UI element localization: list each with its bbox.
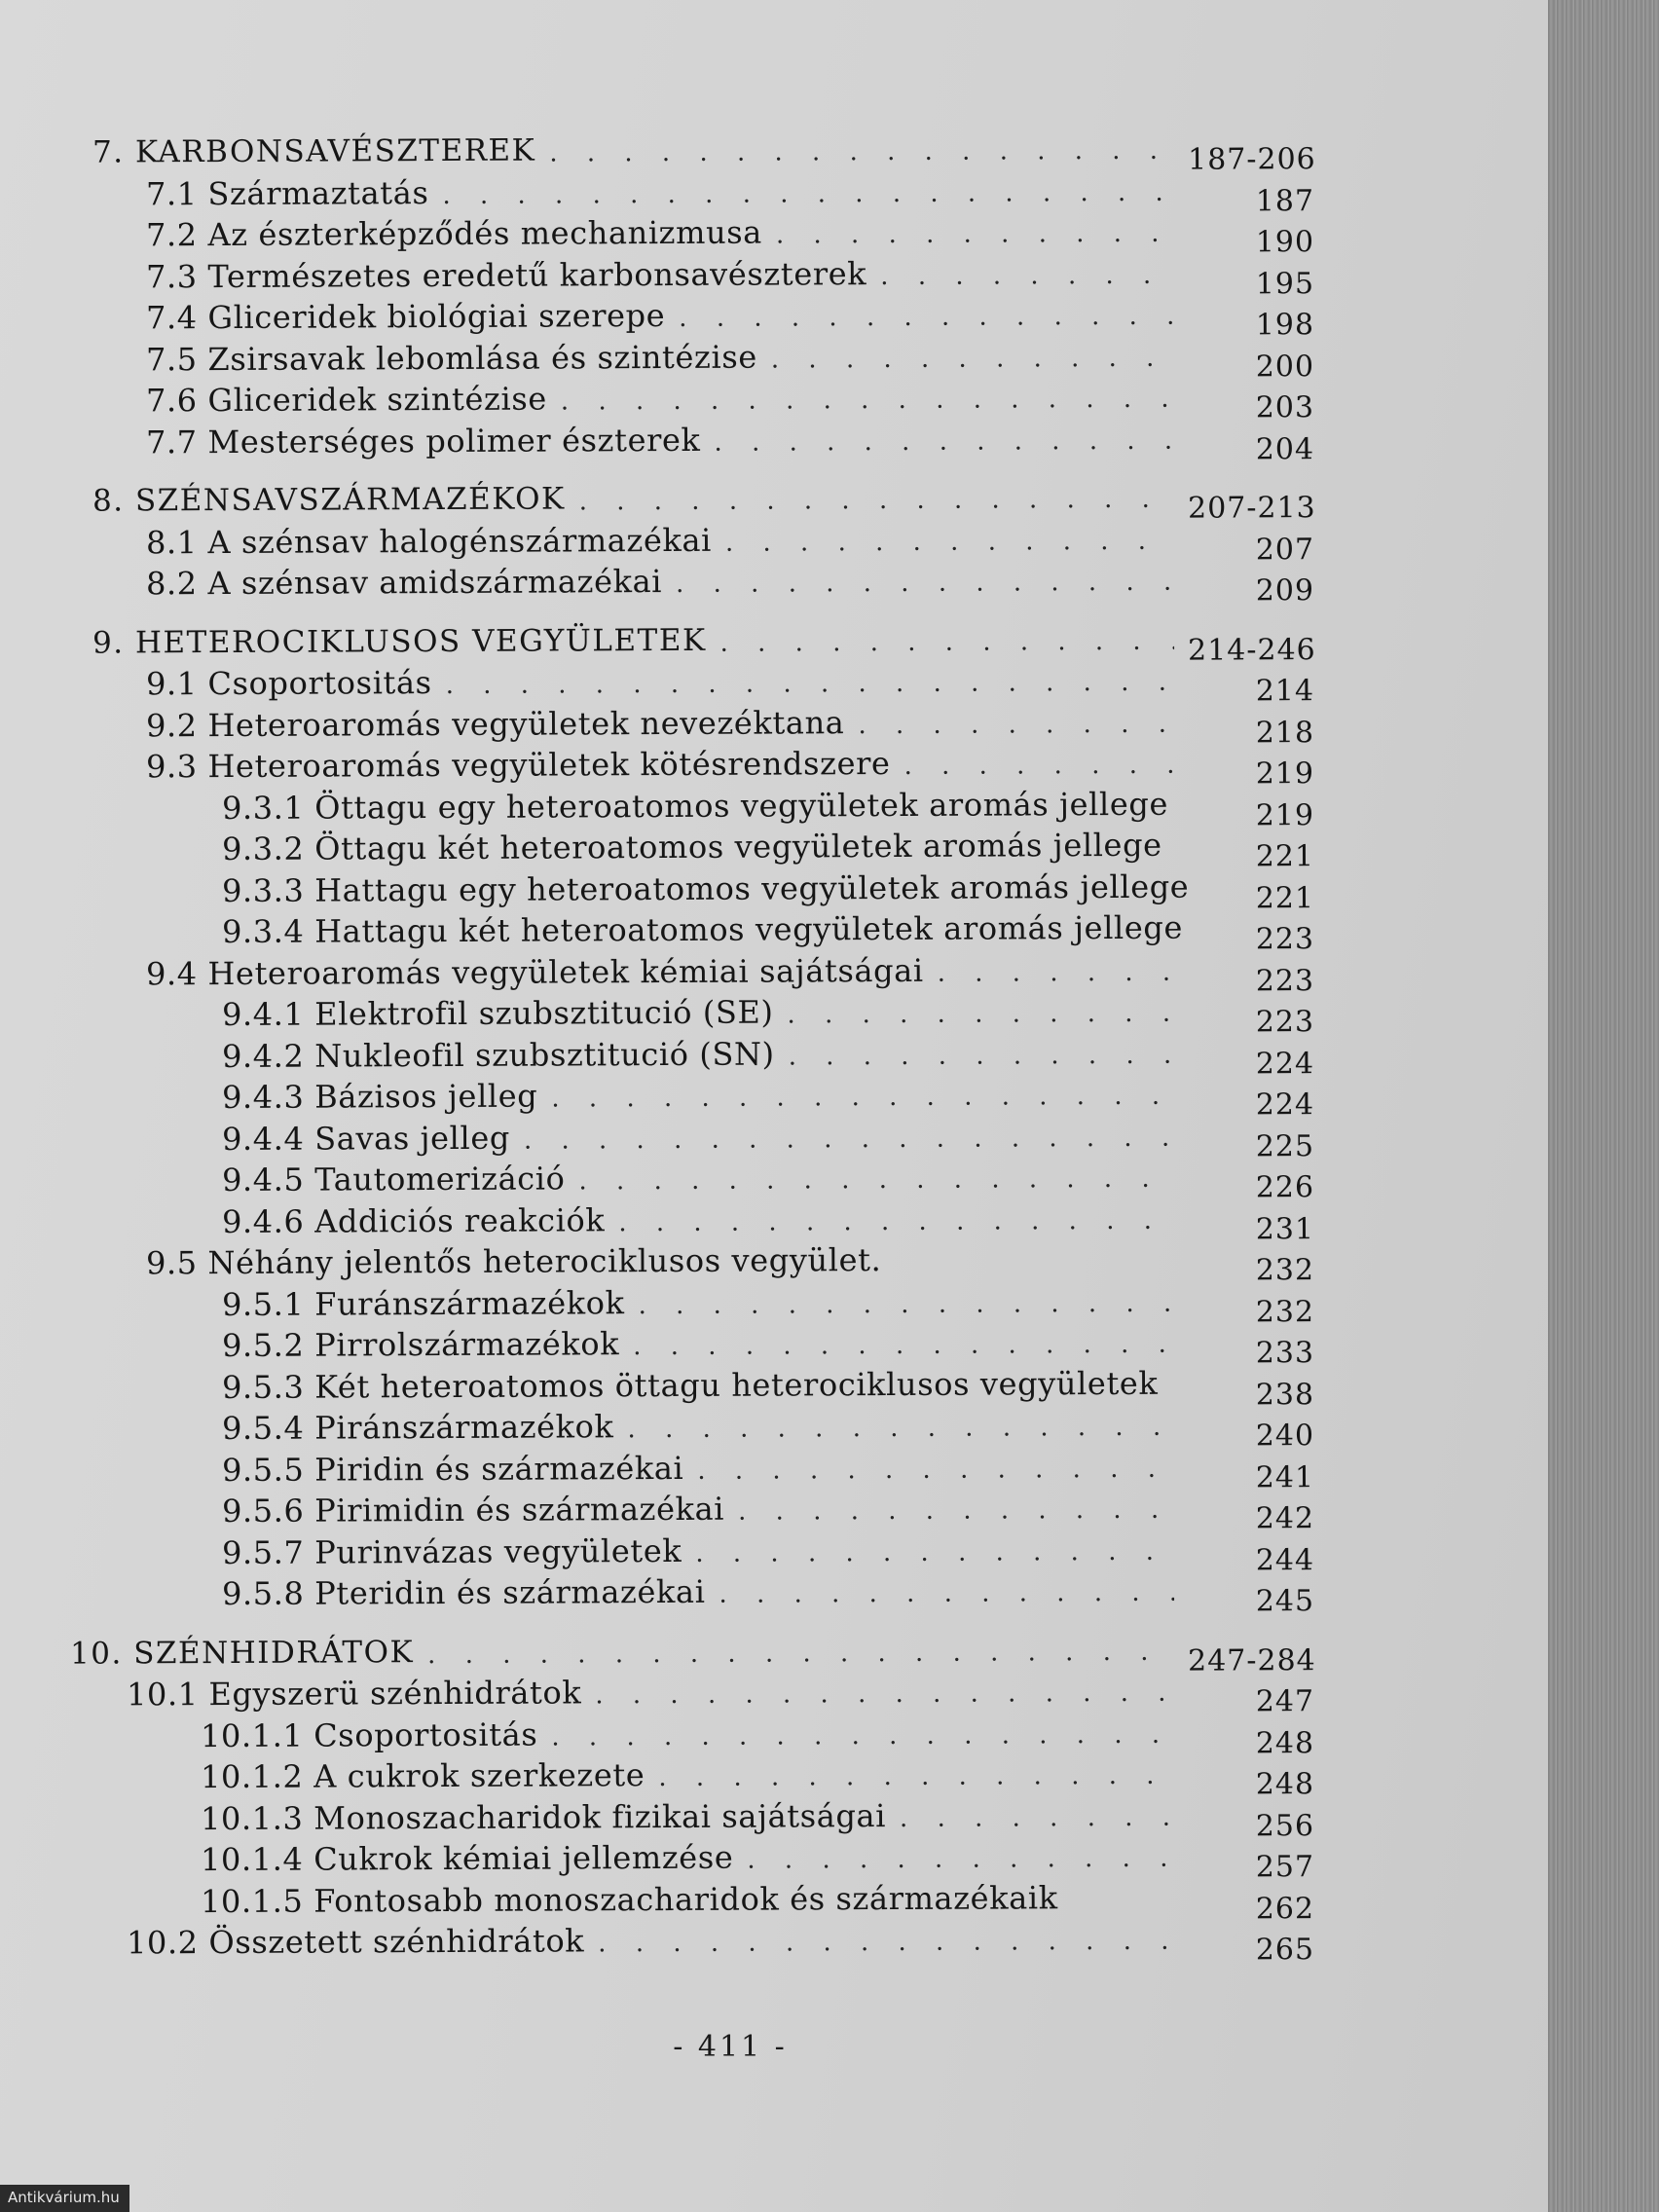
page-number: - 411 -: [673, 2030, 788, 2064]
toc-page-number: 221: [1255, 880, 1315, 915]
toc-page-number: 224: [1255, 1046, 1315, 1081]
dot-leader: [442, 179, 1174, 207]
dot-leader: [446, 669, 1174, 697]
toc-entry-row: [0, 982, 1548, 1039]
toc-entry-row: [0, 368, 1548, 424]
toc-entry-title: 9.5.3 Két heteroatomos öttagu heterociklusos vegyületek: [221, 1363, 1159, 1406]
toc-entry-row: [0, 817, 1548, 873]
toc-entry-row: [0, 1272, 1548, 1329]
toc-page-number: 187: [1255, 183, 1315, 218]
table-of-contents: [0, 127, 1548, 1967]
page-stack-edge: [1548, 0, 1659, 2212]
toc-page-number: 198: [1255, 307, 1315, 342]
toc-page-number: 200: [1255, 349, 1315, 384]
toc-entry-row: [0, 1827, 1548, 1884]
toc-entry-row: [0, 693, 1548, 750]
dot-leader: [776, 220, 1174, 247]
watermark: Antikvárium.hu: [0, 2185, 129, 2212]
toc-entry-title: 9.1 Csoportositás: [145, 663, 432, 702]
toc-entry-row: [0, 1190, 1548, 1246]
toc-page-number: 241: [1255, 1459, 1315, 1494]
dot-leader: [697, 1456, 1174, 1483]
toc-page-number: 187-206: [1187, 141, 1316, 177]
dot-leader: [618, 1207, 1174, 1235]
toc-entry-row: [0, 327, 1548, 384]
toc-entry-row: [0, 1869, 1548, 1926]
dot-leader: [578, 1165, 1174, 1194]
toc-entry-title: 7.2 Az észterképződés mechanizmusa: [145, 213, 763, 253]
toc-entry-row: [0, 203, 1548, 259]
toc-entry-row: [0, 1787, 1548, 1843]
toc-entry-title: 9. HETEROCIKLUSOS VEGYÜLETEK: [92, 621, 707, 660]
toc-entry-row: [0, 244, 1548, 301]
toc-entry-title: 7.7 Mesterséges polimer észterek: [145, 420, 701, 461]
dot-leader: [638, 1290, 1174, 1317]
toc-page-number: 247-284: [1187, 1642, 1316, 1677]
toc-entry-title: 7. KARBONSAVÉSZTEREK: [92, 132, 536, 170]
toc-page-number: 233: [1255, 1335, 1315, 1370]
toc-page-number: 247: [1255, 1683, 1315, 1718]
toc-page-number: 214: [1255, 673, 1315, 708]
dot-leader: [787, 1000, 1174, 1027]
toc-entry-title: 9.4.1 Elektrofil szubsztitució (SE): [221, 993, 774, 1033]
toc-entry-row: [0, 776, 1548, 832]
toc-entry-title: 10.1.3 Monoszacharidok fizikai sajátságai: [200, 1796, 887, 1837]
toc-entry-title: 10.2 Összetett szénhidrátok: [126, 1921, 585, 1961]
dot-leader: [598, 1928, 1174, 1956]
toc-entry-row: [0, 1562, 1548, 1618]
toc-entry-row: [0, 859, 1548, 915]
toc-entry-row: [0, 1148, 1548, 1204]
dot-leader: [695, 1538, 1174, 1566]
toc-page-number: 204: [1255, 431, 1315, 466]
toc-entry-title: 10. SZÉNHIDRÁTOK: [69, 1634, 415, 1671]
toc-entry-row: [0, 1438, 1548, 1494]
toc-entry-title: 10.1 Egyszerü szénhidrátok: [126, 1673, 582, 1713]
toc-page-number: 223: [1255, 1004, 1315, 1039]
toc-entry-title: 7.3 Természetes eredetű karbonsavészterek: [145, 254, 867, 295]
toc-entry-row: [0, 1521, 1548, 1577]
toc-entry-title: 9.4.2 Nukleofil szubsztitució (SN): [221, 1034, 775, 1075]
toc-page-number: 248: [1255, 1725, 1315, 1760]
toc-page-number: 219: [1255, 756, 1315, 791]
toc-entry-title: 9.5.7 Purinvázas vegyületek: [221, 1530, 682, 1571]
dot-leader: [903, 752, 1174, 778]
toc-page-number: 257: [1255, 1849, 1315, 1884]
toc-entry-title: 9.5.4 Piránszármazékok: [221, 1407, 614, 1447]
dot-leader: [579, 486, 1174, 514]
toc-entry-row: [0, 410, 1548, 466]
dot-leader: [549, 137, 1174, 166]
toc-entry-title: 9.5.6 Pirimidin és származékai: [221, 1490, 725, 1530]
toc-entry-title: 9.4.3 Bázisos jelleg: [221, 1077, 538, 1116]
toc-page-number: 256: [1255, 1808, 1315, 1843]
toc-entry-row: [0, 1910, 1548, 1967]
toc-entry-title: 9.4 Heteroaromás vegyületek kémiai sajátságai: [145, 950, 924, 992]
toc-page-number: 214-246: [1187, 632, 1316, 667]
toc-page-number: 195: [1255, 266, 1315, 301]
dot-leader: [880, 262, 1174, 288]
toc-entry-title: 9.4.5 Tautomerizáció: [221, 1159, 566, 1198]
dot-leader: [561, 386, 1174, 414]
toc-entry-title: 10.1.1 Csoportositás: [200, 1714, 538, 1754]
dot-leader: [789, 1042, 1174, 1069]
toc-page-number: 203: [1255, 389, 1315, 424]
toc-entry-row: [0, 1662, 1548, 1718]
toc-entry-title: 9.3.3 Hattagu egy heteroatomos vegyületek aromás jellege: [221, 866, 1190, 909]
toc-entry-title: 9.3.1 Öttagu egy heteroatomos vegyületek aromás jellege: [221, 784, 1169, 827]
toc-page-number: 219: [1255, 797, 1315, 832]
toc-entry-row: [0, 1231, 1548, 1287]
dot-leader: [858, 711, 1174, 737]
toc-entry-row: [0, 900, 1548, 956]
toc-entry-row: [0, 1024, 1548, 1081]
toc-page-number: 209: [1255, 572, 1315, 608]
toc-entry-title: 7.5 Zsirsavak lebomlása és szintézise: [145, 337, 757, 378]
toc-page-number: 248: [1255, 1766, 1315, 1801]
toc-entry-row: [0, 1313, 1548, 1370]
toc-entry-title: 9.2 Heteroaromás vegyületek nevezéktana: [145, 703, 845, 744]
dot-leader: [938, 959, 1174, 985]
toc-entry-title: 7.6 Gliceridek szintézise: [145, 380, 547, 419]
toc-entry-title: 10.1.4 Cukrok kémiai jellemzése: [200, 1838, 734, 1878]
toc-entry-title: 9.5.2 Pirrolszármazékok: [221, 1324, 620, 1364]
toc-page-number: 221: [1255, 838, 1315, 873]
toc-chapter-row: [0, 610, 1548, 667]
toc-page-number: 226: [1255, 1169, 1315, 1204]
toc-entry-row: [0, 734, 1548, 791]
toc-page-number: 223: [1255, 963, 1315, 998]
toc-entry-row: [0, 1479, 1548, 1535]
toc-entry-row: [0, 285, 1548, 342]
toc-entry-title: 7.1 Származtatás: [145, 173, 429, 212]
dot-leader: [551, 1083, 1174, 1111]
dot-leader: [524, 1124, 1174, 1153]
toc-entry-title: 9.5.1 Furánszármazékok: [221, 1283, 625, 1323]
toc-page-number: 207-213: [1187, 490, 1316, 526]
dot-leader: [900, 1804, 1174, 1830]
toc-page-number: 242: [1255, 1500, 1315, 1535]
toc-entry-title: 10.1.5 Fontosabb monoszacharidok és származékaik: [200, 1878, 1058, 1920]
toc-page-number: 245: [1255, 1583, 1315, 1618]
toc-entry-row: [0, 1745, 1548, 1801]
toc-entry-title: 9.3 Heteroaromás vegyületek kötésrendszere: [145, 744, 891, 785]
toc-entry-title: 9.4.4 Savas jelleg: [221, 1118, 511, 1158]
toc-page-number: 232: [1255, 1294, 1315, 1329]
toc-entry-title: 8.1 A szénsav halogénszármazékai: [145, 520, 713, 561]
toc-entry-title: 9.5.5 Piridin és származékai: [221, 1448, 684, 1489]
toc-page-number: 244: [1255, 1542, 1315, 1577]
toc-entry-title: 9.3.2 Öttagu két heteroatomos vegyületek aromás jellege: [221, 826, 1162, 867]
toc-page-number: 218: [1255, 715, 1315, 750]
dot-leader: [747, 1845, 1174, 1872]
toc-entry-row: [0, 1396, 1548, 1453]
toc-page-number: 240: [1255, 1418, 1315, 1453]
toc-chapter-row: [0, 120, 1548, 177]
toc-entry-title: 9.5 Néhány jelentős heterociklusos vegyület.: [145, 1240, 882, 1281]
toc-entry-title: 8. SZÉNSAVSZÁRMAZÉKOK: [92, 480, 566, 519]
toc-page-number: 207: [1255, 532, 1315, 567]
dot-leader: [771, 345, 1174, 372]
toc-page-number: 231: [1255, 1211, 1315, 1246]
toc-entry-title: 9.5.8 Pteridin és származékai: [221, 1572, 706, 1612]
toc-page-number: 224: [1255, 1087, 1315, 1122]
toc-page-number: 262: [1255, 1891, 1315, 1926]
toc-chapter-row: [0, 468, 1548, 526]
dot-leader: [676, 569, 1174, 596]
toc-entry-row: [0, 1704, 1548, 1760]
dot-leader: [427, 1639, 1174, 1667]
toc-entry-row: [0, 1355, 1548, 1412]
toc-entry-title: 8.2 A szénsav amidszármazékai: [145, 562, 663, 602]
toc-entry-title: 9.3.4 Hattagu két heteroatomos vegyületek aromás jellege: [221, 908, 1184, 950]
dot-leader: [720, 628, 1175, 655]
toc-entry-title: 10.1.2 A cukrok szerkezete: [200, 1755, 645, 1795]
dot-leader: [738, 1496, 1174, 1524]
toc-chapter-row: [0, 1621, 1548, 1677]
toc-entry-row: [0, 941, 1548, 998]
toc-entry-title: 7.4 Gliceridek biológiai szerepe: [145, 296, 666, 336]
dot-leader: [627, 1414, 1174, 1441]
toc-page-number: 232: [1255, 1252, 1315, 1287]
dot-leader: [595, 1679, 1174, 1708]
dot-leader: [658, 1762, 1174, 1789]
dot-leader: [679, 303, 1174, 330]
toc-entry-row: [0, 162, 1548, 218]
toc-page-number: 190: [1255, 224, 1315, 259]
toc-entry-row: [0, 651, 1548, 708]
toc-entry-row: [0, 510, 1548, 567]
dot-leader: [633, 1331, 1174, 1358]
dot-leader: [714, 427, 1174, 455]
toc-entry-row: [0, 1065, 1548, 1122]
toc-page-number: 225: [1255, 1128, 1315, 1163]
dot-leader: [719, 1579, 1174, 1606]
dot-leader: [725, 528, 1174, 555]
toc-entry-row: [0, 1107, 1548, 1163]
toc-entry-row: [0, 551, 1548, 608]
toc-page-number: 265: [1255, 1932, 1315, 1967]
toc-page-number: 238: [1255, 1377, 1315, 1412]
dot-leader: [551, 1721, 1174, 1750]
toc-entry-title: 9.4.6 Addiciós reakciók: [221, 1200, 606, 1240]
toc-page-number: 223: [1255, 921, 1315, 956]
